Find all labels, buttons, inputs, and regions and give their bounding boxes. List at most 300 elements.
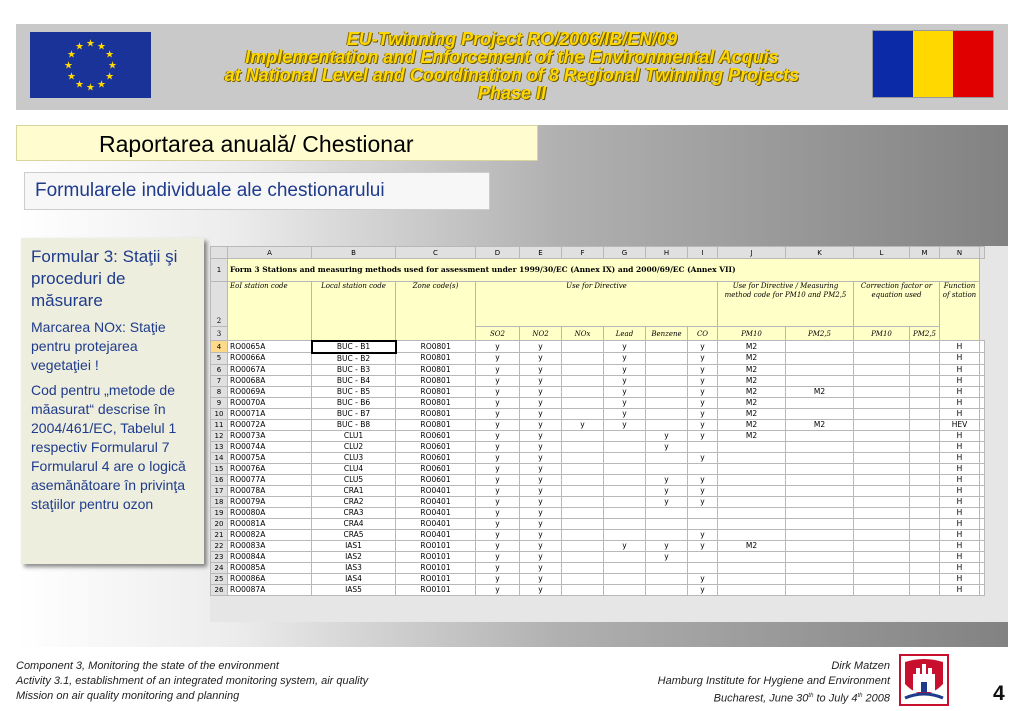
table-cell[interactable]: CLU1 <box>312 430 396 441</box>
table-cell[interactable]: y <box>520 375 562 386</box>
table-cell[interactable] <box>910 408 940 419</box>
table-cell[interactable]: y <box>688 375 718 386</box>
table-cell[interactable]: y <box>476 529 520 540</box>
table-cell[interactable]: y <box>688 540 718 551</box>
table-cell[interactable] <box>786 485 854 496</box>
table-cell[interactable]: RO0401 <box>396 496 476 507</box>
row-header[interactable]: 21 <box>211 529 228 540</box>
table-cell[interactable] <box>562 496 604 507</box>
table-cell[interactable] <box>980 551 985 562</box>
table-cell[interactable]: RO0075A <box>228 452 312 463</box>
table-cell[interactable] <box>646 507 688 518</box>
table-cell[interactable] <box>854 507 910 518</box>
row-header[interactable]: 7 <box>211 375 228 386</box>
table-cell[interactable] <box>980 386 985 397</box>
table-cell[interactable] <box>910 341 940 353</box>
table-cell[interactable]: y <box>688 419 718 430</box>
table-cell[interactable] <box>980 540 985 551</box>
table-cell[interactable]: M2 <box>718 386 786 397</box>
table-cell[interactable]: y <box>646 474 688 485</box>
table-cell[interactable]: M2 <box>718 430 786 441</box>
table-cell[interactable]: y <box>646 430 688 441</box>
row-header[interactable]: 22 <box>211 540 228 551</box>
header-cell[interactable]: Correction factor or equation used <box>854 282 940 327</box>
header-cell[interactable]: Use for Directive / Measuring method code for PM10 and PM2,5 <box>718 282 854 327</box>
table-cell[interactable] <box>910 485 940 496</box>
column-header[interactable]: L <box>854 247 910 259</box>
table-cell[interactable] <box>786 584 854 595</box>
row-header[interactable]: 26 <box>211 584 228 595</box>
table-cell[interactable] <box>854 584 910 595</box>
table-cell[interactable] <box>646 518 688 529</box>
table-cell[interactable] <box>980 353 985 365</box>
row-header[interactable]: 5 <box>211 353 228 365</box>
table-cell[interactable] <box>786 463 854 474</box>
table-cell[interactable]: RO0066A <box>228 353 312 365</box>
table-cell[interactable]: IAS2 <box>312 551 396 562</box>
table-cell[interactable] <box>604 452 646 463</box>
table-cell[interactable] <box>562 341 604 353</box>
table-cell[interactable] <box>854 375 910 386</box>
row-header[interactable]: 2 <box>211 282 228 327</box>
table-cell[interactable]: H <box>940 562 980 573</box>
table-cell[interactable] <box>854 474 910 485</box>
column-header[interactable]: M <box>910 247 940 259</box>
table-cell[interactable] <box>980 441 985 452</box>
table-cell[interactable]: M2 <box>718 364 786 375</box>
table-cell[interactable]: CLU5 <box>312 474 396 485</box>
table-cell[interactable] <box>562 518 604 529</box>
row-header[interactable]: 6 <box>211 364 228 375</box>
column-header[interactable]: N <box>940 247 980 259</box>
table-cell[interactable] <box>910 551 940 562</box>
table-cell[interactable]: IAS5 <box>312 584 396 595</box>
form-title-cell[interactable]: Form 3 Stations and measuring methods used for assessment under 1999/30/EC (Annex IX) and 2000/69/EC (Annex VII) <box>228 259 980 282</box>
row-header[interactable]: 3 <box>211 327 228 341</box>
table-cell[interactable]: y <box>476 485 520 496</box>
table-cell[interactable] <box>646 386 688 397</box>
table-cell[interactable] <box>854 397 910 408</box>
header-cell[interactable]: Use for Directive <box>476 282 718 327</box>
table-cell[interactable]: CLU2 <box>312 441 396 452</box>
table-cell[interactable]: RO0401 <box>396 485 476 496</box>
pollutant-header[interactable]: PM10 <box>854 327 910 341</box>
table-cell[interactable] <box>786 375 854 386</box>
table-cell[interactable]: y <box>520 540 562 551</box>
table-cell[interactable]: y <box>520 441 562 452</box>
table-cell[interactable]: M2 <box>718 375 786 386</box>
table-cell[interactable] <box>854 496 910 507</box>
table-cell[interactable] <box>910 353 940 365</box>
table-cell[interactable]: RO0071A <box>228 408 312 419</box>
table-cell[interactable] <box>604 474 646 485</box>
table-cell[interactable]: y <box>646 540 688 551</box>
table-cell[interactable] <box>562 540 604 551</box>
table-cell[interactable]: RO0401 <box>396 518 476 529</box>
table-cell[interactable]: y <box>520 452 562 463</box>
table-cell[interactable]: y <box>520 408 562 419</box>
table-cell[interactable] <box>854 452 910 463</box>
table-cell[interactable]: BUC - B1 <box>312 341 396 353</box>
table-cell[interactable] <box>854 419 910 430</box>
table-cell[interactable]: RO0074A <box>228 441 312 452</box>
table-cell[interactable] <box>688 551 718 562</box>
table-cell[interactable] <box>980 419 985 430</box>
table-cell[interactable]: BUC - B3 <box>312 364 396 375</box>
table-cell[interactable]: H <box>940 474 980 485</box>
table-cell[interactable]: y <box>646 485 688 496</box>
table-cell[interactable]: y <box>476 341 520 353</box>
table-cell[interactable]: y <box>646 441 688 452</box>
table-cell[interactable]: H <box>940 463 980 474</box>
table-cell[interactable]: RO0401 <box>396 507 476 518</box>
table-cell[interactable] <box>910 584 940 595</box>
table-cell[interactable] <box>718 507 786 518</box>
table-cell[interactable] <box>910 364 940 375</box>
table-cell[interactable] <box>688 562 718 573</box>
table-cell[interactable] <box>718 452 786 463</box>
table-cell[interactable] <box>562 573 604 584</box>
row-header[interactable]: 4 <box>211 341 228 353</box>
table-cell[interactable] <box>980 518 985 529</box>
table-cell[interactable] <box>910 573 940 584</box>
table-cell[interactable] <box>910 397 940 408</box>
table-cell[interactable] <box>786 441 854 452</box>
table-cell[interactable] <box>980 485 985 496</box>
table-cell[interactable] <box>980 364 985 375</box>
table-cell[interactable] <box>910 441 940 452</box>
table-cell[interactable] <box>786 341 854 353</box>
pollutant-header[interactable]: Lead <box>604 327 646 341</box>
table-cell[interactable]: y <box>646 551 688 562</box>
table-cell[interactable] <box>910 430 940 441</box>
row-header[interactable]: 23 <box>211 551 228 562</box>
table-cell[interactable]: RO0069A <box>228 386 312 397</box>
table-cell[interactable]: y <box>476 463 520 474</box>
table-cell[interactable]: IAS1 <box>312 540 396 551</box>
row-header[interactable]: 8 <box>211 386 228 397</box>
table-cell[interactable]: y <box>520 430 562 441</box>
table-cell[interactable] <box>604 507 646 518</box>
table-cell[interactable] <box>910 463 940 474</box>
table-cell[interactable]: y <box>476 419 520 430</box>
table-cell[interactable]: RO0801 <box>396 397 476 408</box>
table-cell[interactable] <box>562 397 604 408</box>
table-cell[interactable]: CRA5 <box>312 529 396 540</box>
table-cell[interactable]: y <box>604 364 646 375</box>
table-cell[interactable]: RO0801 <box>396 419 476 430</box>
table-cell[interactable] <box>718 474 786 485</box>
table-cell[interactable]: H <box>940 452 980 463</box>
pollutant-header[interactable]: SO2 <box>476 327 520 341</box>
table-cell[interactable]: y <box>476 408 520 419</box>
table-cell[interactable]: y <box>520 507 562 518</box>
table-cell[interactable] <box>718 463 786 474</box>
table-cell[interactable]: H <box>940 496 980 507</box>
table-cell[interactable] <box>980 452 985 463</box>
table-cell[interactable] <box>646 375 688 386</box>
header-cell[interactable]: Zone code(s) <box>396 282 476 341</box>
pollutant-header[interactable]: Benzene <box>646 327 688 341</box>
column-header[interactable]: J <box>718 247 786 259</box>
table-cell[interactable]: M2 <box>718 353 786 365</box>
table-cell[interactable]: H <box>940 551 980 562</box>
table-cell[interactable]: y <box>520 474 562 485</box>
table-cell[interactable]: y <box>476 353 520 365</box>
select-all-corner[interactable] <box>211 247 228 259</box>
table-cell[interactable]: RO0101 <box>396 540 476 551</box>
table-cell[interactable] <box>980 408 985 419</box>
table-cell[interactable] <box>854 518 910 529</box>
table-cell[interactable] <box>980 573 985 584</box>
table-cell[interactable] <box>562 353 604 365</box>
table-cell[interactable]: RO0101 <box>396 584 476 595</box>
column-header[interactable]: F <box>562 247 604 259</box>
table-cell[interactable]: RO0083A <box>228 540 312 551</box>
table-cell[interactable]: y <box>604 419 646 430</box>
table-cell[interactable]: RO0801 <box>396 341 476 353</box>
table-cell[interactable]: RO0801 <box>396 364 476 375</box>
table-cell[interactable]: y <box>646 496 688 507</box>
table-cell[interactable] <box>854 341 910 353</box>
table-cell[interactable] <box>688 507 718 518</box>
table-cell[interactable]: RO0079A <box>228 496 312 507</box>
table-cell[interactable]: y <box>688 474 718 485</box>
table-cell[interactable] <box>718 529 786 540</box>
table-cell[interactable]: RO0068A <box>228 375 312 386</box>
table-cell[interactable] <box>980 463 985 474</box>
table-cell[interactable]: M2 <box>786 386 854 397</box>
table-cell[interactable] <box>910 507 940 518</box>
table-cell[interactable] <box>786 452 854 463</box>
table-cell[interactable]: RO0078A <box>228 485 312 496</box>
table-cell[interactable]: RO0082A <box>228 529 312 540</box>
table-cell[interactable] <box>910 562 940 573</box>
table-cell[interactable]: y <box>520 573 562 584</box>
table-cell[interactable] <box>646 397 688 408</box>
table-cell[interactable]: CRA4 <box>312 518 396 529</box>
table-cell[interactable]: RO0601 <box>396 463 476 474</box>
table-cell[interactable]: y <box>476 540 520 551</box>
table-cell[interactable] <box>910 419 940 430</box>
table-cell[interactable]: H <box>940 353 980 365</box>
row-header[interactable]: 15 <box>211 463 228 474</box>
table-cell[interactable] <box>718 573 786 584</box>
table-cell[interactable] <box>854 540 910 551</box>
row-header[interactable]: 17 <box>211 485 228 496</box>
table-cell[interactable]: RO0081A <box>228 518 312 529</box>
table-cell[interactable] <box>786 518 854 529</box>
table-cell[interactable]: y <box>476 551 520 562</box>
table-cell[interactable] <box>980 562 985 573</box>
table-cell[interactable] <box>980 430 985 441</box>
table-cell[interactable]: RO0072A <box>228 419 312 430</box>
table-cell[interactable] <box>854 364 910 375</box>
table-cell[interactable] <box>646 419 688 430</box>
table-cell[interactable] <box>604 573 646 584</box>
table-cell[interactable] <box>786 474 854 485</box>
table-cell[interactable]: RO0065A <box>228 341 312 353</box>
pollutant-header[interactable]: PM10 <box>718 327 786 341</box>
table-cell[interactable] <box>688 463 718 474</box>
table-cell[interactable] <box>854 485 910 496</box>
table-cell[interactable]: y <box>604 375 646 386</box>
table-cell[interactable] <box>718 551 786 562</box>
table-cell[interactable]: y <box>604 353 646 365</box>
column-header[interactable]: G <box>604 247 646 259</box>
table-cell[interactable] <box>646 573 688 584</box>
table-cell[interactable] <box>562 507 604 518</box>
table-cell[interactable] <box>604 529 646 540</box>
row-header[interactable]: 14 <box>211 452 228 463</box>
table-cell[interactable]: H <box>940 441 980 452</box>
table-cell[interactable] <box>980 507 985 518</box>
table-cell[interactable]: y <box>688 341 718 353</box>
table-cell[interactable] <box>562 529 604 540</box>
table-cell[interactable]: RO0401 <box>396 529 476 540</box>
table-cell[interactable]: H <box>940 584 980 595</box>
table-cell[interactable]: H <box>940 529 980 540</box>
table-cell[interactable]: y <box>476 474 520 485</box>
table-cell[interactable]: BUC - B4 <box>312 375 396 386</box>
table-cell[interactable] <box>646 364 688 375</box>
column-header[interactable]: E <box>520 247 562 259</box>
table-cell[interactable] <box>854 573 910 584</box>
table-cell[interactable]: RO0601 <box>396 430 476 441</box>
table-cell[interactable] <box>854 408 910 419</box>
table-cell[interactable] <box>562 408 604 419</box>
table-cell[interactable] <box>562 386 604 397</box>
table-cell[interactable]: RO0801 <box>396 386 476 397</box>
table-cell[interactable]: y <box>520 529 562 540</box>
table-cell[interactable]: y <box>476 573 520 584</box>
table-cell[interactable]: RO0601 <box>396 441 476 452</box>
table-cell[interactable] <box>980 375 985 386</box>
table-cell[interactable]: BUC - B7 <box>312 408 396 419</box>
header-cell[interactable]: Local station code <box>312 282 396 341</box>
table-cell[interactable] <box>646 341 688 353</box>
table-cell[interactable]: M2 <box>718 540 786 551</box>
table-cell[interactable] <box>562 441 604 452</box>
table-cell[interactable] <box>562 584 604 595</box>
table-cell[interactable]: RO0070A <box>228 397 312 408</box>
row-header[interactable]: 12 <box>211 430 228 441</box>
table-cell[interactable] <box>604 551 646 562</box>
table-cell[interactable] <box>786 353 854 365</box>
table-cell[interactable]: y <box>688 573 718 584</box>
table-cell[interactable] <box>854 529 910 540</box>
table-cell[interactable]: IAS3 <box>312 562 396 573</box>
table-cell[interactable] <box>786 397 854 408</box>
table-cell[interactable]: y <box>520 397 562 408</box>
table-cell[interactable] <box>854 430 910 441</box>
table-cell[interactable]: y <box>520 518 562 529</box>
table-cell[interactable]: H <box>940 397 980 408</box>
table-cell[interactable] <box>562 375 604 386</box>
column-header[interactable]: A <box>228 247 312 259</box>
table-cell[interactable]: y <box>476 386 520 397</box>
table-cell[interactable]: y <box>688 364 718 375</box>
column-header[interactable]: I <box>688 247 718 259</box>
row-header[interactable]: 18 <box>211 496 228 507</box>
table-cell[interactable]: RO0101 <box>396 551 476 562</box>
table-cell[interactable]: y <box>520 551 562 562</box>
row-header[interactable]: 11 <box>211 419 228 430</box>
table-cell[interactable]: RO0067A <box>228 364 312 375</box>
table-cell[interactable] <box>604 562 646 573</box>
pollutant-header[interactable]: CO <box>688 327 718 341</box>
row-header[interactable]: 1 <box>211 259 228 282</box>
row-header[interactable]: 10 <box>211 408 228 419</box>
table-cell[interactable]: CRA2 <box>312 496 396 507</box>
table-cell[interactable]: y <box>520 386 562 397</box>
table-cell[interactable] <box>604 463 646 474</box>
table-cell[interactable]: y <box>604 408 646 419</box>
table-cell[interactable]: y <box>688 430 718 441</box>
pollutant-header[interactable]: NOx <box>562 327 604 341</box>
table-cell[interactable] <box>646 452 688 463</box>
table-cell[interactable] <box>910 474 940 485</box>
pollutant-header[interactable]: PM2,5 <box>786 327 854 341</box>
row-header[interactable]: 9 <box>211 397 228 408</box>
table-cell[interactable]: y <box>520 496 562 507</box>
row-header[interactable]: 20 <box>211 518 228 529</box>
table-cell[interactable]: RO0801 <box>396 353 476 365</box>
table-cell[interactable] <box>562 463 604 474</box>
table-cell[interactable]: H <box>940 485 980 496</box>
table-cell[interactable] <box>718 485 786 496</box>
table-cell[interactable] <box>910 529 940 540</box>
table-cell[interactable] <box>718 562 786 573</box>
table-cell[interactable] <box>646 584 688 595</box>
table-cell[interactable]: y <box>520 584 562 595</box>
table-cell[interactable] <box>562 474 604 485</box>
table-cell[interactable]: RO0801 <box>396 375 476 386</box>
table-cell[interactable]: y <box>520 419 562 430</box>
table-cell[interactable]: H <box>940 518 980 529</box>
table-cell[interactable]: y <box>476 562 520 573</box>
table-cell[interactable] <box>910 540 940 551</box>
table-cell[interactable] <box>980 474 985 485</box>
table-cell[interactable]: y <box>520 364 562 375</box>
table-cell[interactable] <box>786 551 854 562</box>
table-cell[interactable] <box>980 341 985 353</box>
table-cell[interactable] <box>786 507 854 518</box>
table-cell[interactable]: RO0077A <box>228 474 312 485</box>
table-cell[interactable]: RO0085A <box>228 562 312 573</box>
table-cell[interactable]: RO0087A <box>228 584 312 595</box>
table-cell[interactable]: y <box>476 441 520 452</box>
table-cell[interactable]: y <box>688 584 718 595</box>
column-header[interactable] <box>980 247 985 259</box>
table-cell[interactable]: y <box>604 341 646 353</box>
table-cell[interactable]: y <box>688 452 718 463</box>
table-cell[interactable]: y <box>476 452 520 463</box>
table-cell[interactable] <box>854 551 910 562</box>
table-cell[interactable]: y <box>476 584 520 595</box>
table-cell[interactable]: CLU4 <box>312 463 396 474</box>
table-cell[interactable] <box>604 496 646 507</box>
table-cell[interactable] <box>562 364 604 375</box>
table-cell[interactable]: H <box>940 364 980 375</box>
column-header[interactable]: C <box>396 247 476 259</box>
table-cell[interactable]: BUC - B5 <box>312 386 396 397</box>
table-cell[interactable]: RO0080A <box>228 507 312 518</box>
table-cell[interactable]: RO0084A <box>228 551 312 562</box>
table-cell[interactable] <box>786 364 854 375</box>
table-cell[interactable] <box>786 408 854 419</box>
table-cell[interactable] <box>786 496 854 507</box>
